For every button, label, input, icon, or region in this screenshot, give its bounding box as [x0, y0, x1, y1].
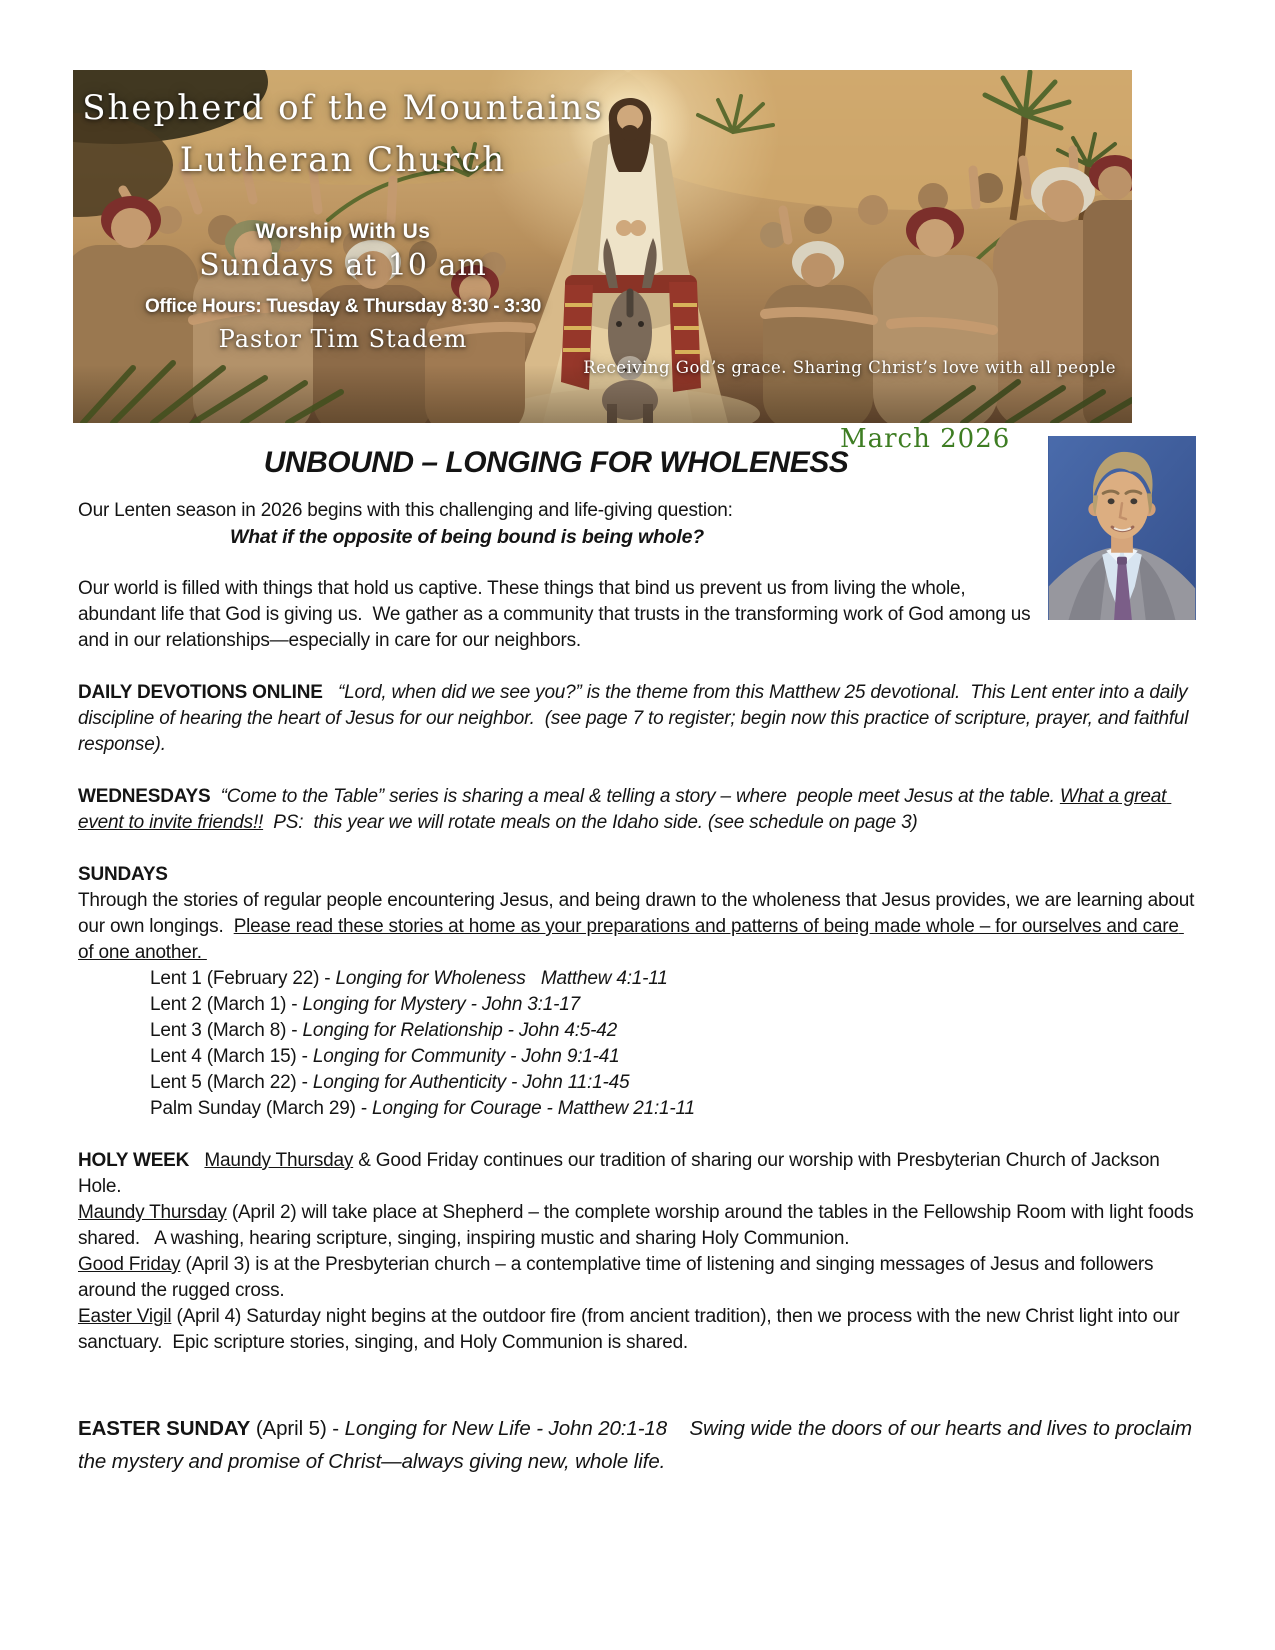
- newsletter-body: [78, 432, 1200, 1504]
- wednesdays-paragraph: WEDNESDAYS “Come to the Table” series is sharing a meal & telling a story – where people meet Jesus at the table. What a great event to invite friends!! PS: this year we will rotate meals on the Idaho side. (see schedule on page 3): [78, 786, 1172, 833]
- sundays-paragraph: Through the stories of regular people encountering Jesus, and being drawn to the wholeness that Jesus provides, we are learning about our own longings. Please read these stories at home as your preparations and patterns of being made whole – for ourselves and care of one another.: [78, 890, 1200, 963]
- intro-line: Our Lenten season in 2026 begins with this challenging and life-giving question:: [78, 500, 733, 521]
- holy-week-paragraph: HOLY WEEK Maundy Thursday & Good Friday continues our tradition of sharing our worship with Presbyterian Church of Jackson Hole.: [78, 1150, 1165, 1197]
- church-name-line1: Shepherd of the Mountains: [82, 88, 604, 128]
- maundy-thursday-paragraph: Maundy Thursday (April 2) will take place at Shepherd – the complete worship around the tables in the Fellowship Room with light foods shared. A washing, hearing scripture, singing, inspiring mustic and sharing Holy Communion.: [78, 1202, 1199, 1249]
- body-content: [78, 498, 1200, 1478]
- intro-question: What if the opposite of being bound is being whole?: [230, 526, 705, 548]
- lent-3-item: Lent 3 (March 8) - Longing for Relationship - John 4:5-42: [150, 1020, 618, 1041]
- lent-1-item: Lent 1 (February 22) - Longing for Wholeness Matthew 4:1-11: [150, 968, 668, 989]
- lent-5-item: Lent 5 (March 22) - Longing for Authenticity - John 11:1-45: [150, 1072, 630, 1093]
- service-time-label: Sundays at 10 am: [199, 248, 487, 283]
- easter-vigil-paragraph: Easter Vigil (April 4) Saturday night begins at the outdoor fire (from ancient tradition), then we process with the new Christ light into our sanctuary. Epic scripture stories, singing, and Holy Communion is shared.: [78, 1306, 1185, 1353]
- easter-sunday-paragraph: EASTER SUNDAY (April 5) - Longing for New Life - John 20:1-18 Swing wide the doors of our hearts and lives to proclaim the mystery and promise of Christ—always giving new, whole life.: [78, 1417, 1198, 1473]
- page-title: UNBOUND – LONGING FOR WHOLENESS: [263, 446, 849, 479]
- office-hours-label: Office Hours: Tuesday & Thursday 8:30 - 3:30: [144, 296, 542, 317]
- palm-sunday-item: Palm Sunday (March 29) - Longing for Courage - Matthew 21:1-11: [150, 1098, 695, 1119]
- daily-devotions-paragraph: DAILY DEVOTIONS ONLINE “Lord, when did we see you?” is the theme from this Matthew 25 devotional. This Lent enter into a daily discipline of hearing the heart of Jesus for our neighbor. (see page 7 to register; begin now this practice of scripture, prayer, and faithful response).: [78, 682, 1194, 755]
- sundays-heading: SUNDAYS: [78, 864, 168, 885]
- church-tagline: Receiving God’s grace. Sharing Christ’s love with all people: [583, 358, 1116, 377]
- lent-2-item: Lent 2 (March 1) - Longing for Mystery - John 3:1-17: [150, 994, 580, 1015]
- pastor-photo-image: [1048, 436, 1196, 620]
- pastor-photo: [1048, 436, 1196, 620]
- pastor-name-label: Pastor Tim Stadem: [218, 325, 468, 353]
- world-paragraph: Our world is filled with things that hold us captive. These things that bind us prevent us from living the whole, abundant life that God is giving us. We gather as a community that trusts in the transforming work of God among us and in our relationships—especially in care for our neighbors.: [78, 578, 1036, 651]
- good-friday-paragraph: Good Friday (April 3) is at the Presbyterian church – a contemplative time of listening and singing messages of Jesus and followers around the rugged cross.: [78, 1254, 1159, 1301]
- lent-4-item: Lent 4 (March 15) - Longing for Community - John 9:1-41: [150, 1046, 620, 1067]
- church-name-line2: Lutheran Church: [179, 140, 507, 180]
- issue-month: March 2026: [840, 424, 1011, 454]
- worship-with-us-label: Worship With Us: [255, 220, 431, 243]
- header-banner: [73, 70, 1132, 423]
